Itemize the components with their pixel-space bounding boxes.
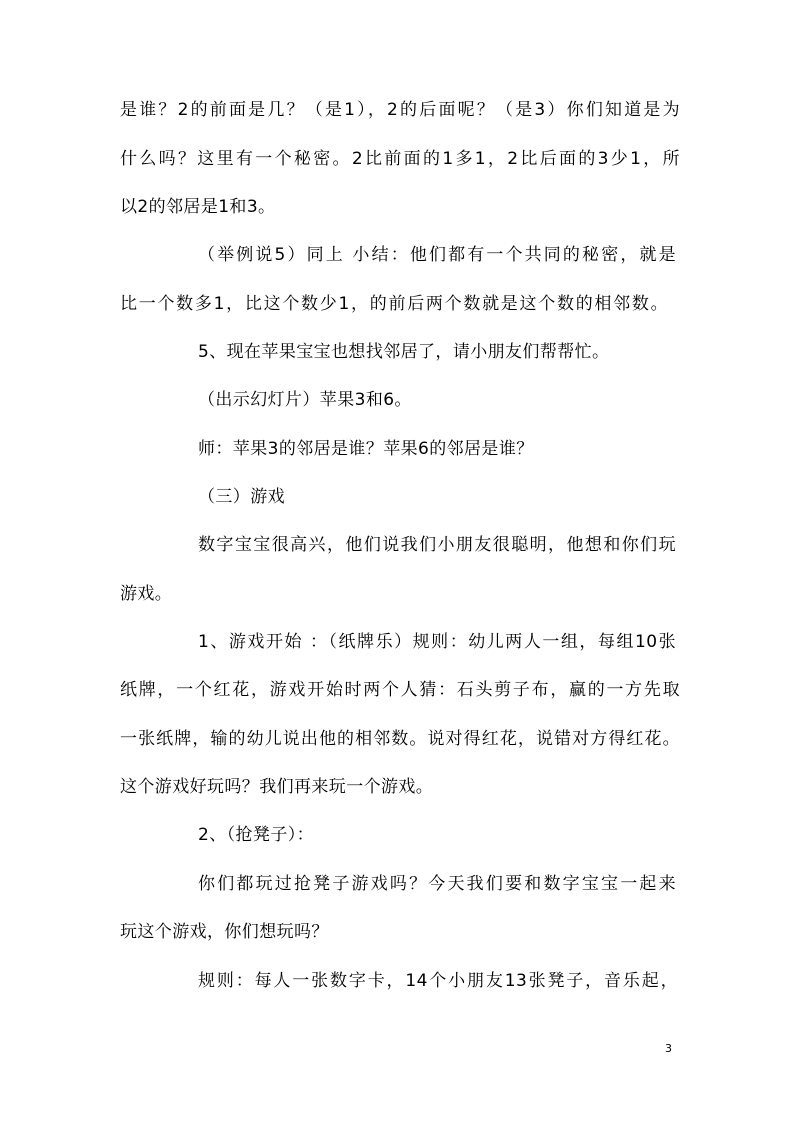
paragraph-line: 1、游戏开始 ：（纸牌乐）规则：幼儿两人一组，每组10张 (198, 632, 676, 652)
paragraph-line: 规则：每人一张数字卡，14个小朋友13张凳子，音乐起， (198, 971, 678, 991)
paragraph-line: 以2的邻居是1和3。 (120, 197, 276, 217)
paragraph-line: 一张纸牌，输的幼儿说出他的相邻数。说对得红花，说错对方得红花。 (120, 729, 680, 749)
paragraph-line: 2、（抢凳子）： (198, 825, 315, 845)
paragraph-line: （出示幻灯片）苹果3和6。 (198, 390, 412, 410)
paragraph-line: 什么吗？这里有一个秘密。2比前面的1多1，2比后面的3少1，所 (120, 149, 680, 169)
paragraph-line: 纸牌，一个红花，游戏开始时两个人猜：石头剪子布，赢的一方先取 (120, 680, 680, 700)
section-heading: （三）游戏 (198, 487, 285, 507)
paragraph-line: 玩这个游戏，你们想玩吗？ (120, 922, 329, 942)
paragraph-line: 5、现在苹果宝宝也想找邻居了，请小朋友们帮帮忙。 (198, 342, 610, 362)
paragraph-line: 数字宝宝很高兴，他们说我们小朋友很聪明，他想和你们玩 (198, 535, 676, 555)
paragraph-line: 这个游戏好玩吗？我们再来玩一个游戏。 (120, 777, 434, 797)
paragraph-line: 是谁？2的前面是几？（是1），2的后面呢？（是3）你们知道是为 (120, 100, 680, 120)
paragraph-line: 比一个数多1，比这个数少1，的前后两个数就是这个数的相邻数。 (120, 294, 668, 314)
paragraph-line: 师：苹果3的邻居是谁？苹果6的邻居是谁？ (198, 439, 534, 459)
paragraph-line: 你们都玩过抢凳子游戏吗？今天我们要和数字宝宝一起来 (198, 874, 676, 894)
paragraph-line: （举例说5）同上 小结：他们都有一个共同的秘密，就是 (198, 245, 676, 265)
page-number: 3 (665, 1042, 672, 1055)
paragraph-line: 游戏。 (120, 584, 173, 604)
